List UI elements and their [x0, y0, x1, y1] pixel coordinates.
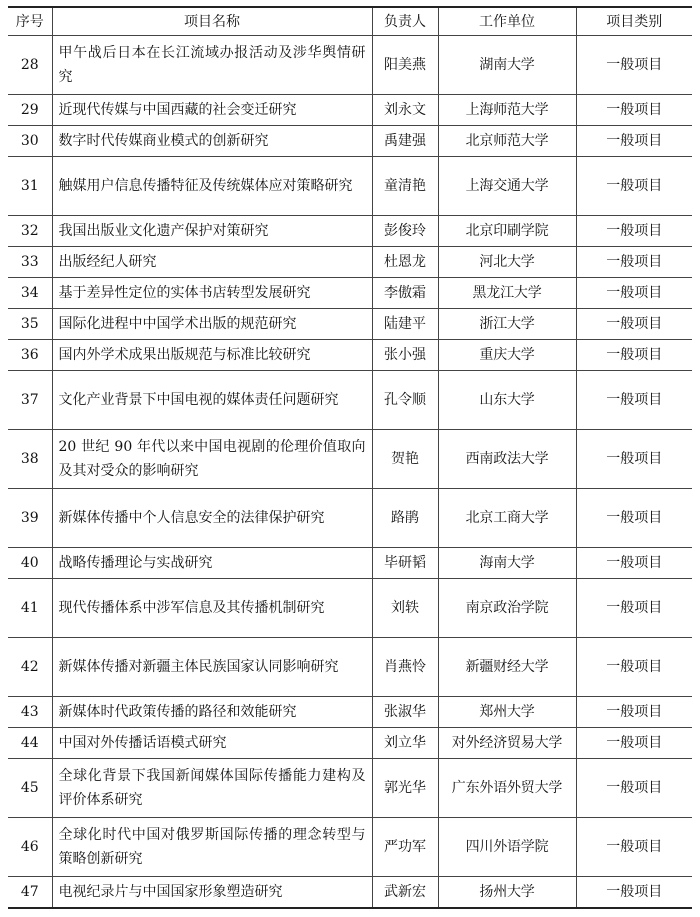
table-row — [8, 489, 692, 548]
table-row — [8, 697, 692, 728]
cell-leader: 毕研韬 — [372, 548, 438, 579]
table-row — [8, 278, 692, 309]
cell-work-unit: 四川外语学院 — [438, 818, 576, 877]
cell-leader: 杜恩龙 — [372, 247, 438, 278]
table-row — [8, 216, 692, 247]
cell-project-type: 一般项目 — [576, 371, 692, 430]
header-project-name: 项目名称 — [52, 7, 372, 36]
cell-project-type: 一般项目 — [576, 278, 692, 309]
cell-serial-number: 44 — [8, 728, 52, 759]
table-row — [8, 36, 692, 95]
cell-leader: 路鹃 — [372, 489, 438, 548]
cell-leader: 李傲霜 — [372, 278, 438, 309]
cell-work-unit: 扬州大学 — [438, 877, 576, 909]
cell-work-unit: 北京工商大学 — [438, 489, 576, 548]
table-row — [8, 877, 692, 909]
cell-project-name: 电视纪录片与中国国家形象塑造研究 — [52, 877, 372, 909]
table-row — [8, 95, 692, 126]
cell-project-type: 一般项目 — [576, 697, 692, 728]
cell-project-name: 我国出版业文化遗产保护对策研究 — [52, 216, 372, 247]
cell-serial-number: 36 — [8, 340, 52, 371]
cell-leader: 孔令顺 — [372, 371, 438, 430]
table-row — [8, 157, 692, 216]
cell-project-type: 一般项目 — [576, 247, 692, 278]
cell-project-name: 全球化背景下我国新闻媒体国际传播能力建构及评价体系研究 — [52, 759, 372, 818]
table-row — [8, 309, 692, 340]
cell-project-name: 战略传播理论与实战研究 — [52, 548, 372, 579]
cell-project-type: 一般项目 — [576, 489, 692, 548]
cell-leader: 禹建强 — [372, 126, 438, 157]
cell-serial-number: 40 — [8, 548, 52, 579]
cell-work-unit: 南京政治学院 — [438, 579, 576, 638]
cell-leader: 阳美燕 — [372, 36, 438, 95]
cell-leader: 陆建平 — [372, 309, 438, 340]
cell-project-type: 一般项目 — [576, 309, 692, 340]
cell-serial-number: 46 — [8, 818, 52, 877]
cell-project-name: 新媒体时代政策传播的路径和效能研究 — [52, 697, 372, 728]
cell-serial-number: 35 — [8, 309, 52, 340]
cell-project-name: 中国对外传播话语模式研究 — [52, 728, 372, 759]
cell-project-type: 一般项目 — [576, 430, 692, 489]
cell-project-type: 一般项目 — [576, 36, 692, 95]
cell-work-unit: 湖南大学 — [438, 36, 576, 95]
cell-work-unit: 对外经济贸易大学 — [438, 728, 576, 759]
cell-serial-number: 29 — [8, 95, 52, 126]
cell-project-type: 一般项目 — [576, 95, 692, 126]
table-row — [8, 247, 692, 278]
cell-leader: 张小强 — [372, 340, 438, 371]
cell-project-name: 新媒体传播对新疆主体民族国家认同影响研究 — [52, 638, 372, 697]
cell-project-name: 基于差异性定位的实体书店转型发展研究 — [52, 278, 372, 309]
cell-work-unit: 北京印刷学院 — [438, 216, 576, 247]
cell-project-name: 国内外学术成果出版规范与标准比较研究 — [52, 340, 372, 371]
cell-project-name: 全球化时代中国对俄罗斯国际传播的理念转型与策略创新研究 — [52, 818, 372, 877]
cell-work-unit: 西南政法大学 — [438, 430, 576, 489]
cell-project-name: 文化产业背景下中国电视的媒体责任问题研究 — [52, 371, 372, 430]
cell-serial-number: 33 — [8, 247, 52, 278]
table-row — [8, 340, 692, 371]
cell-work-unit: 上海交通大学 — [438, 157, 576, 216]
cell-serial-number: 43 — [8, 697, 52, 728]
table-row — [8, 430, 692, 489]
cell-project-type: 一般项目 — [576, 340, 692, 371]
cell-serial-number: 30 — [8, 126, 52, 157]
cell-work-unit: 山东大学 — [438, 371, 576, 430]
table-row — [8, 759, 692, 818]
cell-project-name: 20 世纪 90 年代以来中国电视剧的伦理价值取向及其对受众的影响研究 — [52, 430, 372, 489]
cell-serial-number: 34 — [8, 278, 52, 309]
cell-work-unit: 北京师范大学 — [438, 126, 576, 157]
cell-leader: 张淑华 — [372, 697, 438, 728]
cell-serial-number: 41 — [8, 579, 52, 638]
cell-project-name: 触媒用户信息传播特征及传统媒体应对策略研究 — [52, 157, 372, 216]
cell-project-type: 一般项目 — [576, 728, 692, 759]
cell-project-type: 一般项目 — [576, 216, 692, 247]
cell-project-name: 甲午战后日本在长江流域办报活动及涉华舆情研究 — [52, 36, 372, 95]
cell-leader: 刘永文 — [372, 95, 438, 126]
cell-project-type: 一般项目 — [576, 638, 692, 697]
cell-project-name: 新媒体传播中个人信息安全的法律保护研究 — [52, 489, 372, 548]
cell-serial-number: 39 — [8, 489, 52, 548]
cell-leader: 刘轶 — [372, 579, 438, 638]
header-serial-number: 序号 — [8, 7, 52, 36]
cell-project-name: 出版经纪人研究 — [52, 247, 372, 278]
cell-serial-number: 32 — [8, 216, 52, 247]
cell-leader: 郭光华 — [372, 759, 438, 818]
cell-work-unit: 浙江大学 — [438, 309, 576, 340]
header-leader: 负责人 — [372, 7, 438, 36]
header-project-type: 项目类别 — [576, 7, 692, 36]
cell-work-unit: 重庆大学 — [438, 340, 576, 371]
cell-project-type: 一般项目 — [576, 157, 692, 216]
cell-project-name: 国际化进程中中国学术出版的规范研究 — [52, 309, 372, 340]
cell-project-type: 一般项目 — [576, 548, 692, 579]
cell-serial-number: 31 — [8, 157, 52, 216]
header-work-unit: 工作单位 — [438, 7, 576, 36]
header-row — [8, 7, 692, 36]
cell-project-type: 一般项目 — [576, 759, 692, 818]
cell-serial-number: 47 — [8, 877, 52, 909]
cell-serial-number: 28 — [8, 36, 52, 95]
table-row — [8, 548, 692, 579]
cell-project-name: 近现代传媒与中国西藏的社会变迁研究 — [52, 95, 372, 126]
cell-project-type: 一般项目 — [576, 877, 692, 909]
table-header — [8, 7, 692, 36]
cell-work-unit: 河北大学 — [438, 247, 576, 278]
cell-project-type: 一般项目 — [576, 818, 692, 877]
cell-work-unit: 新疆财经大学 — [438, 638, 576, 697]
cell-project-name: 现代传播体系中涉军信息及其传播机制研究 — [52, 579, 372, 638]
cell-work-unit: 海南大学 — [438, 548, 576, 579]
cell-leader: 童清艳 — [372, 157, 438, 216]
project-table — [8, 6, 692, 909]
cell-work-unit: 黑龙江大学 — [438, 278, 576, 309]
table-row — [8, 371, 692, 430]
table-row — [8, 728, 692, 759]
cell-leader: 彭俊玲 — [372, 216, 438, 247]
cell-serial-number: 45 — [8, 759, 52, 818]
cell-work-unit: 郑州大学 — [438, 697, 576, 728]
table-row — [8, 579, 692, 638]
cell-leader: 贺艳 — [372, 430, 438, 489]
cell-work-unit: 广东外语外贸大学 — [438, 759, 576, 818]
cell-work-unit: 上海师范大学 — [438, 95, 576, 126]
cell-leader: 肖燕怜 — [372, 638, 438, 697]
cell-leader: 严功军 — [372, 818, 438, 877]
cell-leader: 武新宏 — [372, 877, 438, 909]
table-row — [8, 126, 692, 157]
table-body — [8, 36, 692, 909]
cell-project-type: 一般项目 — [576, 579, 692, 638]
cell-serial-number: 38 — [8, 430, 52, 489]
cell-serial-number: 42 — [8, 638, 52, 697]
cell-project-name: 数字时代传媒商业模式的创新研究 — [52, 126, 372, 157]
cell-project-type: 一般项目 — [576, 126, 692, 157]
table-row — [8, 818, 692, 877]
cell-serial-number: 37 — [8, 371, 52, 430]
cell-leader: 刘立华 — [372, 728, 438, 759]
table-row — [8, 638, 692, 697]
